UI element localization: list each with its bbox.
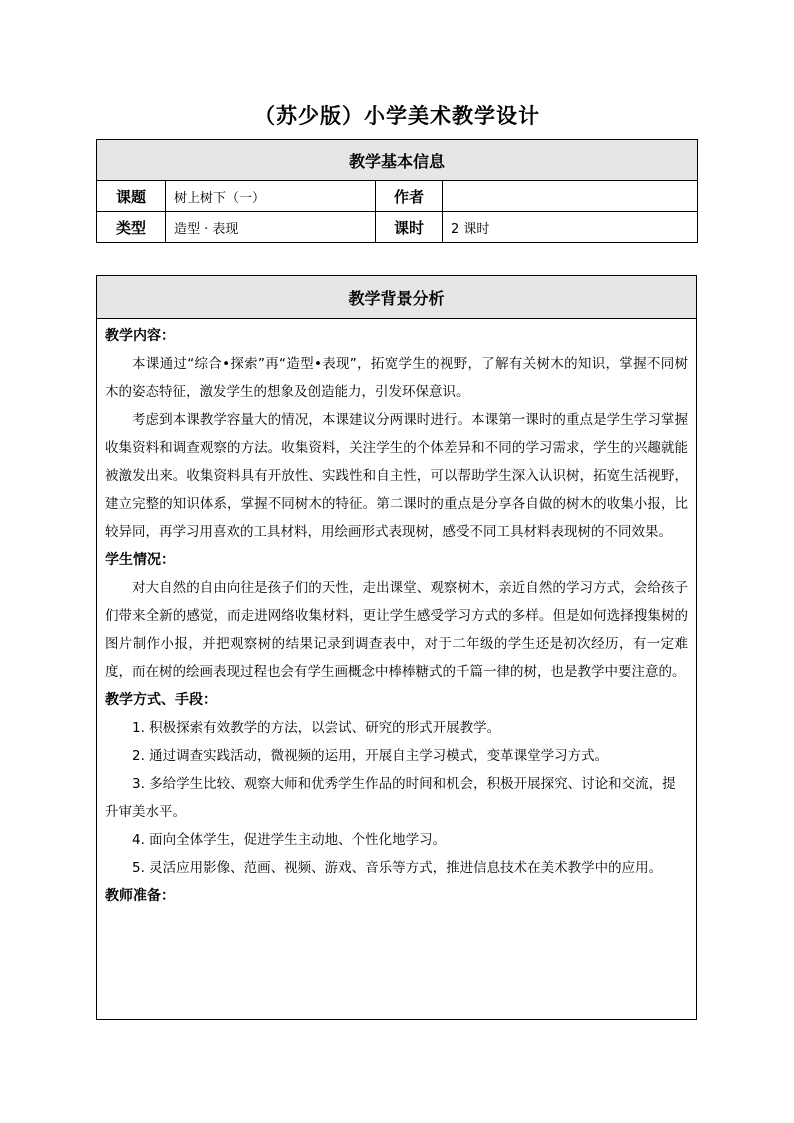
background-header: 教学背景分析 bbox=[97, 276, 697, 319]
method-item: 3. 多给学生比较、观察大师和优秀学生作品的时间和机会，积极开展探究、讨论和交流，提升审美水平。 bbox=[105, 776, 676, 820]
label-author: 作者 bbox=[376, 181, 443, 212]
content-paragraph: 考虑到本课教学容量大的情况，本课建议分两课时进行。本课第一课时的重点是学生学习掌握收集资料和调查观察的方法。收集资料，关注学生的个体差异和不同的学习需求，学生的兴趣就能被激发出来。收集资料具有开放性、实践性和自主性，可以帮助学生深入认识树，拓宽生活视野，建立完整的知识体系，掌握不同树木的特征。第二课时的重点是分享各自做的树木的收集小报，比较异同，再学习用喜欢的工具材料，用绘画形式表现树，感受不同工具材料表现树的不同效果。 bbox=[105, 412, 688, 540]
document-title: （苏少版）小学美术教学设计 bbox=[254, 104, 540, 128]
value-author bbox=[443, 181, 698, 212]
value-type: 造型 · 表现 bbox=[166, 212, 376, 243]
value-periods: 2 课时 bbox=[443, 212, 698, 243]
basic-info-header: 教学基本信息 bbox=[97, 140, 698, 181]
label-topic: 课题 bbox=[97, 181, 166, 212]
background-body bbox=[97, 319, 697, 1020]
label-periods: 课时 bbox=[376, 212, 443, 243]
method-item: 4. 面向全体学生，促进学生主动地、个性化地学习。 bbox=[132, 832, 447, 848]
content-paragraph: 本课通过“综合•探索”再“造型•表现”，拓宽学生的视野，了解有关树木的知识，掌握不同树木的姿态特征，激发学生的想象及创造能力，引发环保意识。 bbox=[105, 356, 688, 400]
table-row bbox=[97, 212, 698, 243]
method-item: 2. 通过调查实践活动，微视频的运用，开展自主学习模式，变革课堂学习方式。 bbox=[132, 748, 609, 764]
basic-info-table bbox=[96, 139, 698, 243]
table-row bbox=[97, 181, 698, 212]
student-heading: 学生情况： bbox=[105, 552, 175, 568]
method-item: 1. 积极探索有效教学的方法，以尝试、研究的形式开展教学。 bbox=[132, 720, 501, 736]
method-heading: 教学方式、手段： bbox=[105, 692, 217, 708]
background-analysis-table bbox=[96, 275, 697, 1020]
method-item: 5. 灵活应用影像、范画、视频、游戏、音乐等方式，推进信息技术在美术教学中的应用。 bbox=[132, 860, 663, 876]
student-paragraph: 对大自然的自由向往是孩子们的天性，走出课堂、观察树木，亲近自然的学习方式，会给孩子们带来全新的感觉，而走进网络收集材料，更让学生感受学习方式的多样。但是如何选择搜集树的图片制作小报，并把观察树的结果记录到调查表中，对于二年级的学生还是初次经历，有一定难度，而在树的绘画表现过程也会有学生画概念中棒棒糖式的千篇一律的树，也是教学中要注意的。 bbox=[105, 580, 688, 680]
label-type: 类型 bbox=[97, 212, 166, 243]
teacher-prep-heading: 教师准备： bbox=[105, 888, 175, 904]
content-heading: 教学内容： bbox=[105, 328, 175, 344]
value-topic: 树上树下（一） bbox=[166, 181, 376, 212]
